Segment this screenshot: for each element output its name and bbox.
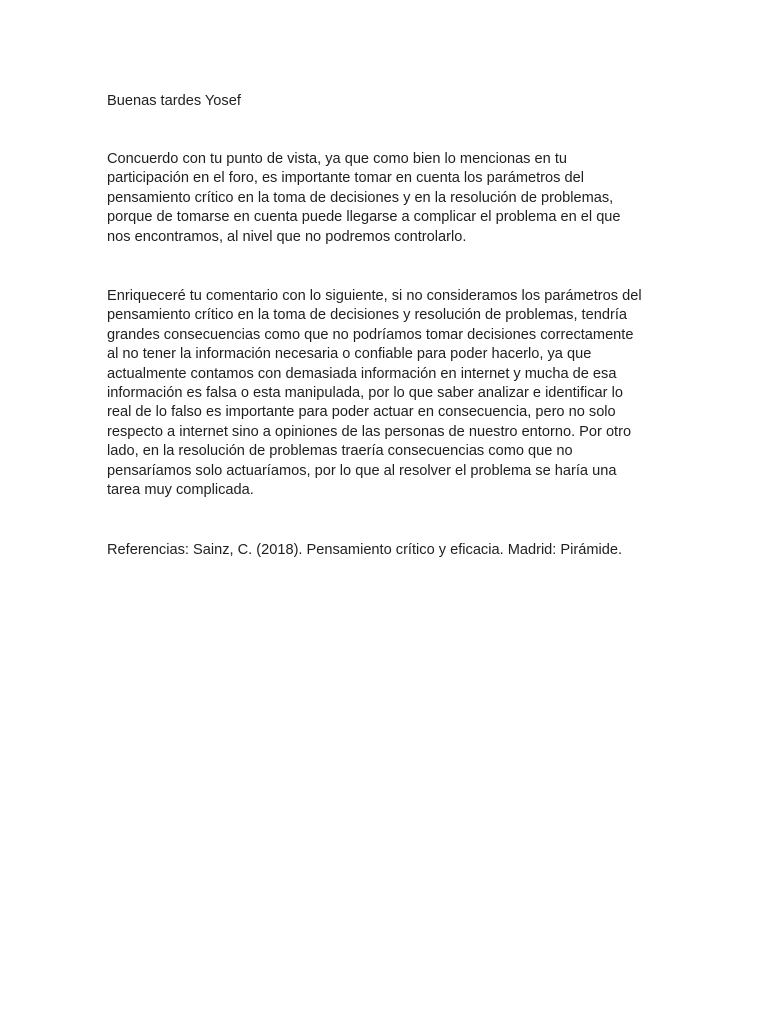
- paragraph-line: real de lo falso es importante para poder actuar en consecuencia, pero no solo: [107, 404, 616, 421]
- paragraph-line: Concuerdo con tu punto de vista, ya que como bien lo mencionas en tu: [107, 151, 567, 167]
- paragraph-line: pensaríamos solo actuaríamos, por lo que al resolver el problema se haría una: [107, 462, 617, 479]
- paragraph-line: grandes consecuencias como que no podríamos tomar decisiones correctamente: [107, 326, 634, 343]
- paragraph-line: tarea muy complicada.: [107, 481, 254, 498]
- paragraph-line: pensamiento crítico en la toma de decisiones y en la resolución de problemas,: [107, 189, 614, 206]
- paragraph-line: lado, en la resolución de problemas traería consecuencias como que no: [107, 443, 573, 460]
- paragraph-line: nos encontramos, al nivel que no podremos controlarlo.: [107, 228, 467, 245]
- paragraph-line: información es falsa o esta manipulada, por lo que saber analizar e identificar lo: [107, 384, 623, 401]
- paragraph-enrichment: [107, 287, 667, 500]
- paragraph-line: participación en el foro, es importante tomar en cuenta los parámetros del: [107, 170, 584, 187]
- paragraph-line: porque de tomarse en cuenta puede llegarse a complicar el problema en el que: [107, 209, 621, 226]
- paragraph-line: respecto a internet sino a opiniones de las personas de nuestro entorno. Por otro: [107, 423, 632, 440]
- paragraph-line: al no tener la información necesaria o confiable para poder hacerlo, ya que: [107, 346, 592, 363]
- greeting-line: Buenas tardes Yosef: [107, 93, 241, 109]
- paragraph-agreement: [107, 150, 667, 247]
- paragraph-line: actualmente contamos con demasiada información en internet y mucha de esa: [107, 365, 617, 382]
- references-text: [107, 541, 667, 560]
- paragraph-line: Enriqueceré tu comentario con lo siguiente, si no consideramos los parámetros del: [107, 288, 642, 304]
- greeting-text: [107, 92, 667, 111]
- references-line: Referencias: Sainz, C. (2018). Pensamiento crítico y eficacia. Madrid: Pirámide.: [107, 542, 623, 558]
- paragraph-line: pensamiento crítico en la toma de decisiones y resolución de problemas, tendría: [107, 307, 627, 324]
